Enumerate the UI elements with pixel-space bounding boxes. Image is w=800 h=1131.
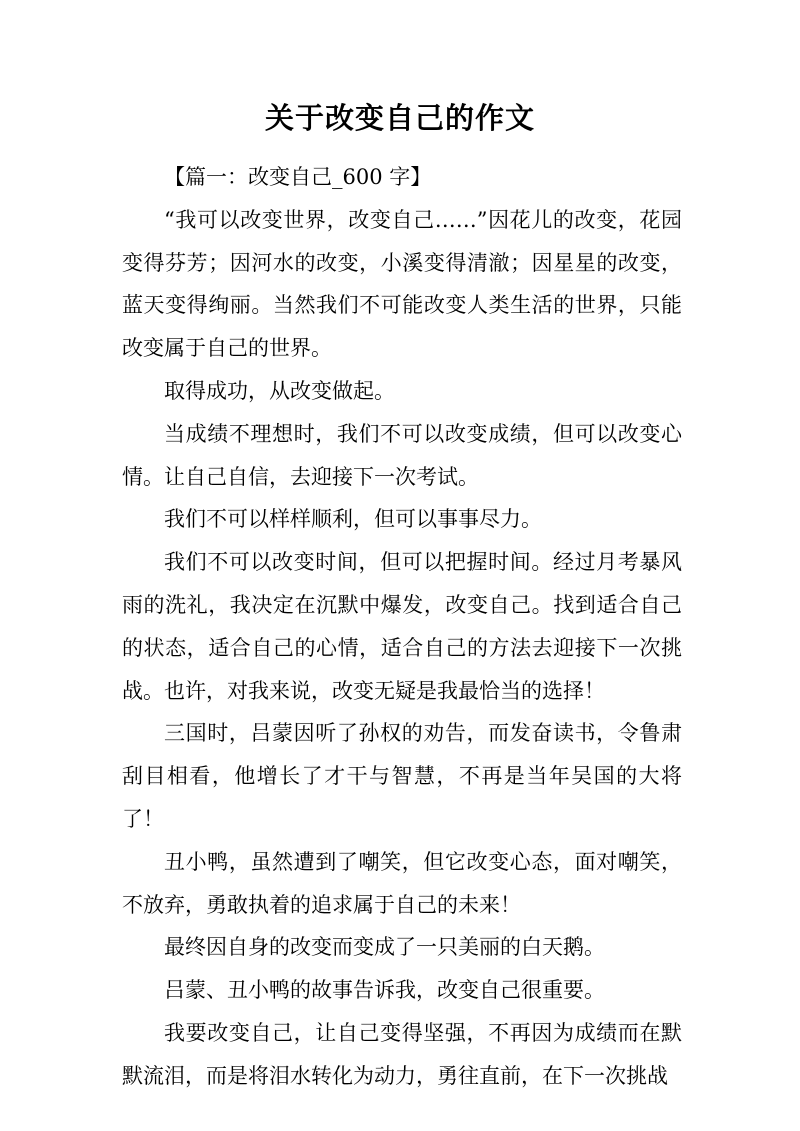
paragraph: 我们不可以改变时间，但可以把握时间。经过月考暴风雨的洗礼，我决定在沉默中爆发，改变自己。找到适合自己的状态，适合自己的心情，适合自己的方法去迎接下一次挑战。也许，对我来说，改变无疑是我最恰当的选择！ — [122, 550, 682, 703]
paragraph: 吕蒙、丑小鸭的故事告诉我，改变自己很重要。 — [164, 978, 605, 1003]
section-heading: 【篇一：改变自己_600 字】 — [164, 165, 432, 189]
paragraph: 我们不可以样样顺利，但可以事事尽力。 — [164, 507, 542, 532]
document-body — [122, 156, 682, 1098]
paragraph: “我可以改变世界，改变自己……”因花儿的改变，花园变得芬芳；因河水的改变，小溪变得清澈；因星星的改变，蓝天变得绚丽。当然我们不可能改变人类生活的世界，只能改变属于自己的世界。 — [122, 207, 682, 361]
paragraph: 三国时，吕蒙因听了孙权的劝告，而发奋读书，令鲁肃刮目相看，他增长了才干与智慧，不再是当年吴国的大将了！ — [122, 721, 682, 831]
paragraph: 丑小鸭，虽然遭到了嘲笑，但它改变心态，面对嘲笑，不放弃，勇敢执着的追求属于自己的未来！ — [122, 849, 682, 917]
paragraph: 当成绩不理想时，我们不可以改变成绩，但可以改变心情。让自己自信，去迎接下一次考试。 — [122, 421, 682, 489]
paragraph: 最终因自身的改变而变成了一只美丽的白天鹅。 — [164, 935, 605, 960]
paragraph: 我要改变自己，让自己变得坚强，不再因为成绩而在默默流泪，而是将泪水转化为动力，勇往直前，在下一次挑战 — [122, 1020, 682, 1088]
document-title: 关于改变自己的作文 — [264, 101, 535, 135]
paragraph: 取得成功，从改变做起。 — [164, 378, 395, 403]
